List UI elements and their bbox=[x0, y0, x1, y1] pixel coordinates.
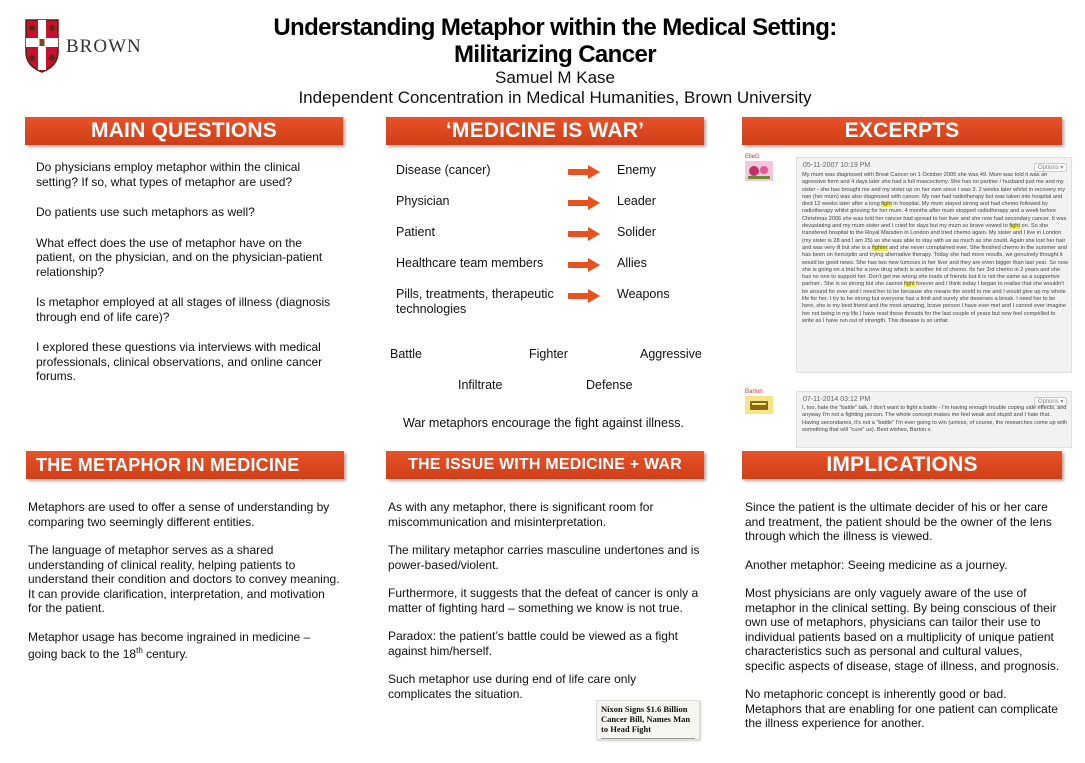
issue-para-5: Such metaphor use during end of life care only complicates the situation. bbox=[388, 672, 637, 701]
flower-avatar-icon bbox=[745, 161, 773, 181]
metaphor-in-medicine-body bbox=[28, 500, 340, 676]
question-1: Do physicians employ metaphor within the clinical setting? If so, what types of metaphor are used? bbox=[36, 160, 301, 189]
mapping-source: Patient bbox=[396, 225, 435, 239]
main-questions-body bbox=[36, 160, 336, 398]
issue-para-1: As with any metaphor, there is significant room for miscommunication and misinterpretation. bbox=[388, 500, 654, 529]
post1-username: ElleG bbox=[745, 154, 760, 160]
issue-para-3: Furthermore, it suggests that the defeat of cancer is only a matter of fighting hard – something we know is not true. bbox=[388, 586, 699, 615]
mapping-target: Enemy bbox=[617, 163, 656, 177]
forum-post-2 bbox=[796, 391, 1072, 448]
mapping-source: Healthcare team members bbox=[396, 256, 544, 270]
main-questions-header: MAIN QUESTIONS bbox=[25, 117, 343, 145]
poster-title-line1: Understanding Metaphor within the Medical Setting: bbox=[273, 14, 837, 41]
metaphor-in-medicine-header: THE METAPHOR IN MEDICINE bbox=[26, 451, 344, 479]
post1-body: My mum was diagnosed with Breat Cancer on 1 October 2005 she was 49. Mum was told it was an agressive form and 4 days later she had a full mascectomy. She has no partner / husband just me and my sister - she has brought me and my sister up on her own since I was 3. 2 weeks later whilst in recovery my nan (her mum) was also diagnosed with cancer. My nan had radiotherapy but was taken into hospital and died 12 weeks later after a long fight in hospital. My mum stayed strong and had chemo followed by radiotherapy whilst grieving for her mum. 4 months after mum stopped radiotherapy and a week before Christmas 2006 she was told her cancer had spread to her liver and she now had secondary cancer. It was devastating and my mum sister and I cried for days but my mum so brave vowed to fight on. So she transfered hospital to the Royal Marsden in London and tried chemo again. My sister and I live in London (my sister is 28 and I am 25) so she was able to stay with us as much as she could. Again she lost her hair and was very ill but she is a fighter and she never complained ever. She finished chemo in the summer and has been on herceptin and trying alternative therapy. Today she had more results, we genuinely thought it would be good news. She has two new tumours in her liver and they are even bigger than last year. So now she is going on a trial for a new drug which is another lot of chemo. Its her 3rd chemo in 2 years and she has no one to support her. Don't get me wrong she loads of friends but it is not the same as a supportive partner.. She is so strong but she cannot fight forever and I think today I began to realise that she wouldn't be around for ever and I need her to be because she means the world to me and I would give up my whole life for her. I try to be strong but everyone has a limit and surely she deserves a break. I need her to be here, she is my best friend and the most amazing, brave person I have ever met and I cannot ever imagine her not being in my life.I have read these threads for the last couple of years but now feel compelled to write as I have run out of strength. This disease is so unfair. bbox=[802, 172, 1068, 324]
mapping-target: Solider bbox=[617, 225, 656, 239]
post1-options-button[interactable]: Options ▾ bbox=[1034, 163, 1067, 172]
metaphor-para-3: Metaphor usage has become ingrained in medicine – going back to the 18th century. bbox=[28, 629, 311, 661]
implications-para-3: Most physicians are only vaguely aware of the use of metaphor in the clinical setting. By being conscious of their own use of metaphors, physicians can tailor their use to individual patients based on a multiplicity of unique patient characteristics such as personal and cultural values, specific aspects of disease, stage of illness, and prognosis. bbox=[745, 586, 1060, 673]
war-word-aggressive: Aggressive bbox=[640, 347, 702, 361]
war-word-battle: Battle bbox=[390, 347, 422, 361]
clipping-headline: Nixon Signs $1.6 Billion Cancer Bill, Names Man to Head Fight bbox=[601, 704, 691, 734]
forum-post-1 bbox=[796, 157, 1072, 373]
medicine-is-war-header: ‘MEDICINE IS WAR’ bbox=[386, 117, 704, 145]
issue-body bbox=[388, 500, 700, 715]
implications-para-1: Since the patient is the ultimate decider of his or her care and treatment, the patient should be the owner of the lens through which the illness is viewed. bbox=[745, 500, 1052, 543]
mapping-source: Physician bbox=[396, 194, 450, 208]
arrow-right-icon bbox=[568, 165, 600, 179]
war-caption: War metaphors encourage the fight against illness. bbox=[403, 416, 684, 430]
issue-header: THE ISSUE WITH MEDICINE + WAR bbox=[386, 451, 704, 479]
metaphor-para-2: The language of metaphor serves as a shared understanding of clinical reality, helping patients to understand their condition and doctors to convey meaning. It can provide clarification, interpretation, and motivation for the patient. bbox=[28, 543, 340, 615]
post2-date: 07-11-2014 03:12 PM bbox=[803, 396, 871, 403]
implications-para-2: Another metaphor: Seeing medicine as a journey. bbox=[745, 557, 1008, 572]
brown-logo bbox=[24, 18, 142, 74]
question-3: What effect does the use of metaphor have on the patient, on the physician, and on the physician-patient relationship? bbox=[36, 235, 323, 279]
war-word-infiltrate: Infiltrate bbox=[458, 378, 503, 392]
logo-wordmark: BROWN bbox=[66, 36, 142, 57]
method-statement: I explored these questions via interviews with medical professionals, clinical observations, and online cancer forums. bbox=[36, 340, 323, 383]
author: Samuel M Kase bbox=[495, 68, 615, 87]
mapping-target: Allies bbox=[617, 256, 647, 270]
post1-date: 05-11-2007 10:19 PM bbox=[803, 162, 871, 169]
implications-header: IMPLICATIONS bbox=[742, 451, 1062, 479]
excerpts-header: EXCERPTS bbox=[742, 117, 1062, 145]
arrow-right-icon bbox=[568, 196, 600, 210]
post2-username: Barton bbox=[745, 389, 763, 395]
question-4: Is metaphor employed at all stages of illness (diagnosis through end of life care)? bbox=[36, 295, 331, 324]
arrow-right-icon bbox=[568, 227, 600, 241]
issue-para-4: Paradox: the patient’s battle could be viewed as a fight against him/herself. bbox=[388, 629, 678, 658]
implications-body bbox=[745, 500, 1063, 745]
question-2: Do patients use such metaphors as well? bbox=[36, 205, 255, 219]
clipping-text-lines bbox=[597, 734, 699, 740]
brown-shield-icon bbox=[24, 18, 60, 74]
typewriter-avatar-icon bbox=[745, 396, 773, 414]
arrow-right-icon bbox=[568, 258, 600, 272]
affiliation: Independent Concentration in Medical Humanities, Brown University bbox=[298, 88, 812, 107]
mapping-target: Weapons bbox=[617, 287, 670, 301]
arrow-right-icon bbox=[568, 289, 600, 303]
issue-para-2: The military metaphor carries masculine undertones and is power-based/violent. bbox=[388, 543, 700, 572]
title-block bbox=[200, 14, 910, 108]
mapping-target: Leader bbox=[617, 194, 656, 208]
post2-body: I, too, hate the "battle" talk. I don't want to fight a battle - I'm having enough trouble coping side effects, and anyway I'm not a fighting person. The whole concept makes me feel weak and stupid and I hate that. Having secondaries, it's not a "battle" I'm ever going to win (unless, of course, the researches come up with something that will "cure" us). Best wishes, Barton.x bbox=[802, 405, 1068, 433]
mapping-source: Pills, treatments, therapeutic technologies bbox=[396, 287, 554, 316]
mapping-source: Disease (cancer) bbox=[396, 163, 491, 177]
war-word-defense: Defense bbox=[586, 378, 633, 392]
newspaper-clipping bbox=[596, 700, 700, 740]
poster-title-line2: Militarizing Cancer bbox=[454, 41, 656, 68]
post2-options-button[interactable]: Options ▾ bbox=[1034, 397, 1067, 406]
war-word-fighter: Fighter bbox=[529, 347, 568, 361]
implications-para-4: No metaphoric concept is inherently good or bad. Metaphors that are enabling for one patient can complicate the illness experience for another. bbox=[745, 687, 1058, 730]
metaphor-para-1: Metaphors are used to offer a sense of understanding by comparing two seemingly different entities. bbox=[28, 500, 330, 529]
